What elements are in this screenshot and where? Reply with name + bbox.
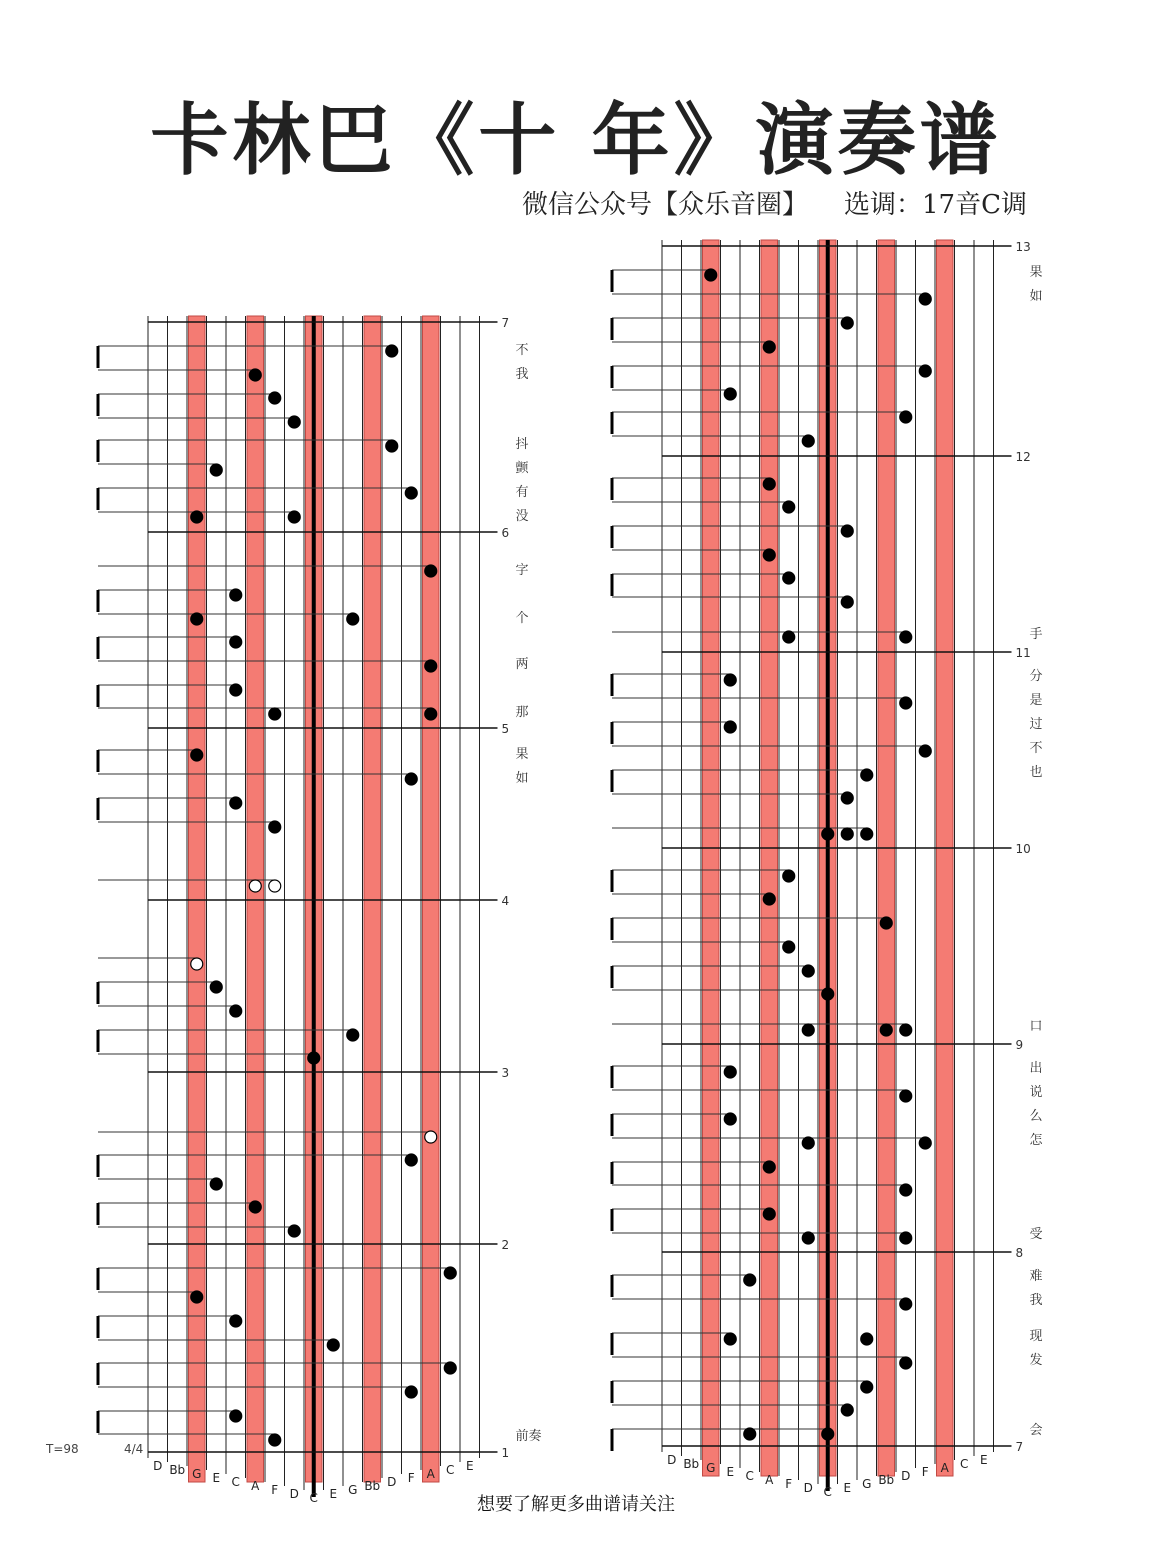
- note-mark: [269, 392, 281, 404]
- lyric-char: 也: [1029, 765, 1043, 780]
- measure-number: 12: [1015, 450, 1031, 464]
- note-mark: [347, 613, 359, 625]
- red-tine: [878, 240, 895, 1476]
- note-mark: [230, 797, 242, 809]
- tine-label: A: [940, 1461, 949, 1475]
- note-mark: [191, 958, 203, 970]
- note-mark: [308, 1052, 320, 1064]
- note-mark: [327, 1339, 339, 1351]
- lyric-char: 过: [1029, 717, 1043, 732]
- subtitle-key: 选调：17音C调: [844, 190, 1027, 220]
- note-mark: [405, 487, 417, 499]
- tine-label: F: [921, 1465, 929, 1479]
- red-tine: [703, 240, 720, 1476]
- note-mark: [900, 1232, 912, 1244]
- red-tine: [423, 316, 440, 1482]
- note-mark: [425, 1131, 437, 1143]
- tine-label: D: [289, 1487, 299, 1501]
- note-mark: [269, 821, 281, 833]
- lyric-char: 不: [1029, 741, 1043, 756]
- lyric-char: 发: [1029, 1353, 1043, 1368]
- note-mark: [841, 596, 853, 608]
- measure-number: 11: [1015, 646, 1031, 660]
- note-mark: [841, 792, 853, 804]
- lyric-char: 果: [515, 747, 529, 762]
- note-mark: [841, 317, 853, 329]
- note-mark: [900, 1298, 912, 1310]
- note-mark: [802, 435, 814, 447]
- lyric-char: 出: [1029, 1061, 1043, 1076]
- lyric-char: 会: [1029, 1423, 1043, 1438]
- note-mark: [919, 1137, 931, 1149]
- note-mark: [900, 631, 912, 643]
- note-mark: [763, 341, 775, 353]
- lyric-char: 我: [1029, 1293, 1043, 1308]
- note-mark: [425, 660, 437, 672]
- note-mark: [405, 1386, 417, 1398]
- note-mark: [900, 1184, 912, 1196]
- tine-label: E: [843, 1481, 852, 1495]
- note-mark: [210, 464, 222, 476]
- note-mark: [425, 565, 437, 577]
- note-mark: [841, 1404, 853, 1416]
- note-mark: [783, 572, 795, 584]
- red-tine: [189, 316, 206, 1482]
- tine-label: A: [426, 1467, 435, 1481]
- note-mark: [744, 1274, 756, 1286]
- note-mark: [724, 1333, 736, 1345]
- note-mark: [861, 769, 873, 781]
- measure-number: 5: [501, 722, 510, 736]
- note-mark: [802, 1137, 814, 1149]
- tine-label: A: [251, 1479, 260, 1493]
- tine-label: Bb: [364, 1479, 381, 1493]
- note-mark: [783, 870, 795, 882]
- tine-label: F: [785, 1477, 793, 1491]
- note-mark: [919, 745, 931, 757]
- note-mark: [210, 1178, 222, 1190]
- lyric-char: 如: [1029, 289, 1043, 304]
- tine-label: D: [153, 1459, 163, 1473]
- tine-label: D: [901, 1469, 911, 1483]
- red-tine: [247, 316, 264, 1482]
- tine-label: E: [212, 1471, 221, 1485]
- note-mark: [900, 411, 912, 423]
- measure-number: 7: [501, 316, 510, 330]
- measure-number: 6: [501, 526, 510, 540]
- note-mark: [210, 981, 222, 993]
- note-mark: [919, 365, 931, 377]
- lyric-char: 没: [515, 509, 529, 524]
- tine-label: G: [348, 1483, 358, 1497]
- lyric-char: 是: [1029, 693, 1043, 708]
- note-mark: [900, 697, 912, 709]
- note-mark: [841, 525, 853, 537]
- tine-label: C: [309, 1491, 318, 1505]
- note-mark: [880, 917, 892, 929]
- lyric-char: 怎: [1029, 1133, 1043, 1148]
- note-mark: [724, 388, 736, 400]
- note-mark: [249, 369, 261, 381]
- note-mark: [405, 773, 417, 785]
- note-mark: [249, 1201, 261, 1213]
- note-mark: [802, 1024, 814, 1036]
- right-score-panel: [612, 240, 1044, 1499]
- tine-label: Bb: [169, 1463, 186, 1477]
- lyric-char: 前奏: [515, 1429, 542, 1444]
- tine-label: D: [667, 1453, 677, 1467]
- note-mark: [822, 828, 834, 840]
- note-mark: [783, 941, 795, 953]
- note-mark: [288, 416, 300, 428]
- note-mark: [861, 828, 873, 840]
- lyric-char: 字: [515, 563, 529, 578]
- note-mark: [802, 965, 814, 977]
- measure-number: 9: [1015, 1038, 1024, 1052]
- tine-label: G: [862, 1477, 872, 1491]
- tine-label: E: [726, 1465, 735, 1479]
- tine-label: C: [745, 1469, 754, 1483]
- note-mark: [444, 1267, 456, 1279]
- lyric-char: 个: [515, 611, 529, 626]
- note-mark: [822, 1428, 834, 1440]
- note-mark: [230, 1315, 242, 1327]
- tine-label: C: [823, 1485, 832, 1499]
- measure-number: 4: [501, 894, 510, 908]
- note-mark: [900, 1090, 912, 1102]
- lyric-char: 说: [1029, 1085, 1043, 1100]
- left-score-panel: [98, 316, 542, 1505]
- note-mark: [230, 1005, 242, 1017]
- note-mark: [288, 511, 300, 523]
- note-mark: [288, 1225, 300, 1237]
- tine-label: F: [407, 1471, 415, 1485]
- note-mark: [900, 1357, 912, 1369]
- measure-number: 2: [501, 1238, 510, 1252]
- measure-number: 8: [1015, 1246, 1024, 1260]
- time-signature: 4/4: [124, 1442, 144, 1456]
- note-mark: [763, 893, 775, 905]
- footer-note: 想要了解更多曲谱请关注: [477, 1494, 675, 1515]
- tine-label: Bb: [683, 1457, 700, 1471]
- note-mark: [269, 880, 281, 892]
- note-mark: [191, 1291, 203, 1303]
- note-mark: [444, 1362, 456, 1374]
- tine-label: E: [329, 1487, 338, 1501]
- lyric-char: 手: [1029, 627, 1043, 642]
- note-mark: [802, 1232, 814, 1244]
- note-mark: [900, 1024, 912, 1036]
- note-mark: [249, 880, 261, 892]
- note-mark: [724, 1113, 736, 1125]
- note-mark: [861, 1333, 873, 1345]
- red-tine: [937, 240, 954, 1476]
- lyric-char: 有: [515, 485, 529, 500]
- lyric-char: 分: [1029, 669, 1043, 684]
- note-mark: [230, 1410, 242, 1422]
- measure-number: 13: [1015, 240, 1031, 254]
- note-mark: [841, 828, 853, 840]
- lyric-char: 颤: [515, 461, 529, 476]
- note-mark: [880, 1024, 892, 1036]
- note-mark: [744, 1428, 756, 1440]
- tine-label: C: [960, 1457, 969, 1471]
- note-mark: [191, 511, 203, 523]
- note-mark: [405, 1154, 417, 1166]
- tine-label: E: [979, 1453, 988, 1467]
- tine-label: C: [446, 1463, 455, 1477]
- lyric-char: 受: [1029, 1227, 1043, 1242]
- tine-label: G: [192, 1467, 202, 1481]
- tine-label: D: [803, 1481, 813, 1495]
- note-mark: [230, 589, 242, 601]
- note-mark: [386, 345, 398, 357]
- note-mark: [191, 613, 203, 625]
- lyric-char: 那: [515, 705, 529, 720]
- note-mark: [763, 549, 775, 561]
- note-mark: [269, 1434, 281, 1446]
- note-mark: [386, 440, 398, 452]
- measure-number: 10: [1015, 842, 1031, 856]
- note-mark: [763, 478, 775, 490]
- tine-label: G: [706, 1461, 716, 1475]
- note-mark: [269, 708, 281, 720]
- lyric-char: 果: [1029, 265, 1043, 280]
- measure-number: 7: [1015, 1440, 1024, 1454]
- note-mark: [919, 293, 931, 305]
- note-mark: [783, 501, 795, 513]
- tine-label: A: [765, 1473, 774, 1487]
- page-title: 卡林巴《十 年》演奏谱: [150, 96, 1002, 186]
- red-tine: [761, 240, 778, 1476]
- lyric-char: 现: [1029, 1329, 1043, 1344]
- note-mark: [822, 988, 834, 1000]
- lyric-char: 我: [515, 367, 529, 382]
- tine-label: F: [271, 1483, 279, 1497]
- note-mark: [705, 269, 717, 281]
- note-mark: [724, 721, 736, 733]
- note-mark: [425, 708, 437, 720]
- note-mark: [763, 1208, 775, 1220]
- tine-label: E: [465, 1459, 474, 1473]
- lyric-char: 口: [1029, 1019, 1043, 1034]
- lyric-char: 如: [515, 771, 529, 786]
- lyric-char: 两: [515, 657, 529, 672]
- note-mark: [347, 1029, 359, 1041]
- note-mark: [783, 631, 795, 643]
- note-mark: [230, 636, 242, 648]
- note-mark: [861, 1381, 873, 1393]
- note-mark: [724, 1066, 736, 1078]
- lyric-char: 难: [1029, 1269, 1043, 1284]
- note-mark: [724, 674, 736, 686]
- tine-label: D: [387, 1475, 397, 1489]
- note-mark: [191, 749, 203, 761]
- measure-number: 3: [501, 1066, 510, 1080]
- red-tine: [364, 316, 381, 1482]
- tine-label: Bb: [878, 1473, 895, 1487]
- tine-label: C: [231, 1475, 240, 1489]
- note-mark: [763, 1161, 775, 1173]
- subtitle-source: 微信公众号【众乐音圈】: [522, 190, 809, 220]
- lyric-char: 么: [1029, 1109, 1043, 1124]
- tempo-marking: T=98: [46, 1442, 79, 1456]
- measure-number: 1: [501, 1446, 510, 1460]
- lyric-char: 不: [515, 343, 529, 358]
- note-mark: [230, 684, 242, 696]
- lyric-char: 抖: [515, 437, 529, 452]
